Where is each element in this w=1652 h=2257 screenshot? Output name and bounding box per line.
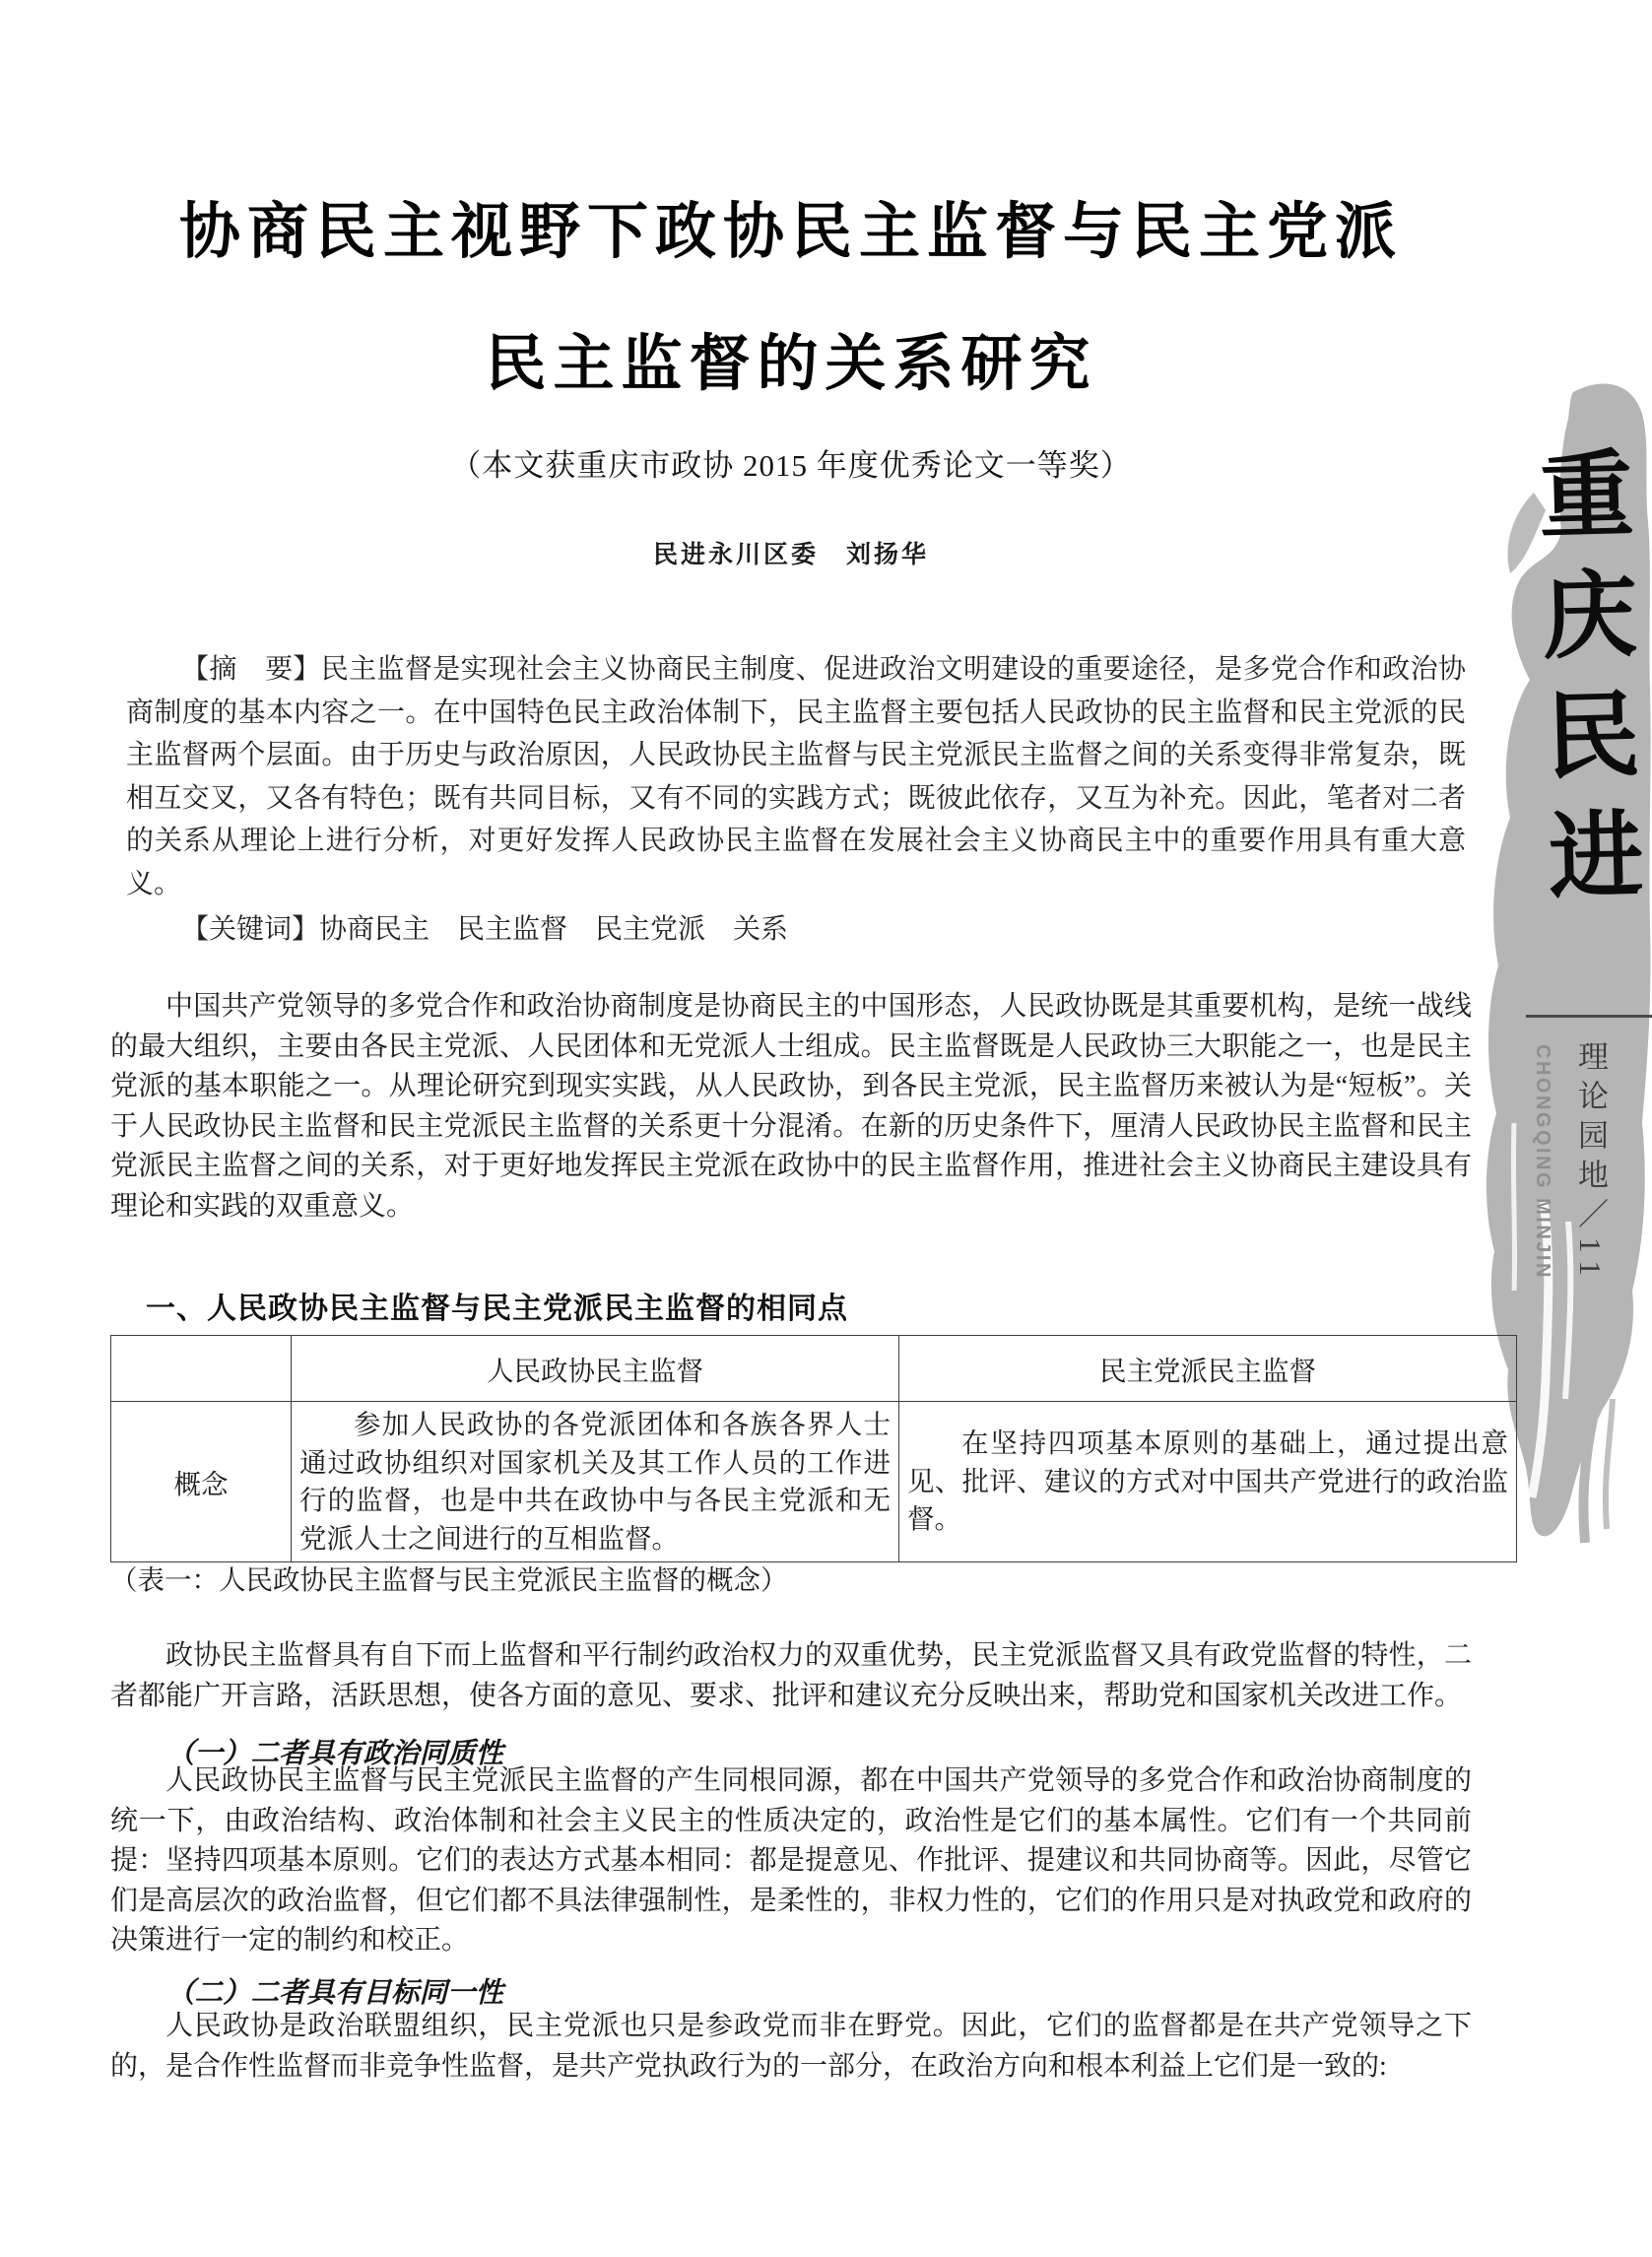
table-row-label: 概念: [111, 1402, 292, 1562]
journal-brand-english: CHONGQING MINJIN: [1532, 1044, 1553, 1280]
article-title-line1: 协商民主视野下政协民主监督与民主党派: [178, 195, 1403, 267]
table-header-cppcc: 人民政协民主监督: [292, 1336, 899, 1402]
table-header-parties: 民主党派民主监督: [899, 1336, 1517, 1402]
section-heading-1: 一、人民政协民主监督与民主党派民主监督的相同点: [146, 1293, 848, 1325]
table-caption: （表一：人民政协民主监督与民主党派民主监督的概念）: [110, 1564, 788, 1595]
body-paragraph-1: 中国共产党领导的多党合作和政治协商制度是协商民主的中国形态，人民政协既是其重要机构，是统一战线的最大组织，主要由各民主党派、人民团体和无党派人士组成。民主监督既是人民政协三大职能之一，也是民主党派的基本职能之一。从理论研究到现实实践，从人民政协，到各民主党派，民主监督历来被认为是“短板”。关于人民政协民主监督和民主党派民主监督的关系更十分混淆。在新的历史条件下，厘清人民政协民主监督和民主党派民主监督之间的关系，对于更好地发挥民主党派在政协中的民主监督作用，推进社会主义协商民主建设具有理论和实践的双重意义。: [110, 991, 1472, 1222]
body-paragraph-4: 人民政协是政治联盟组织，民主党派也只是参政党而非在野党。因此，它们的监督都是在共产党领导之下的，是合作性监督而非竞争性监督，是共产党执政行为的一部分，在政治方向和根本利益上它们是一致的:: [110, 2011, 1472, 2082]
abstract-text: 民主监督是实现社会主义协商民主制度、促进政治文明建设的重要途径，是多党合作和政治协商制度的基本内容之一。在中国特色民主政治体制下，民主监督主要包括人民政协的民主监督和民主党派的民主监督两个层面。由于历史与政治原因，人民政协民主监督与民主党派民主监督之间的关系变得非常复杂，既相互交叉，又各有特色；既有共同目标，又有不同的实践方式；既彼此依存，又互为补充。因此，笔者对二者的关系从理论上进行分析，对更好发挥人民政协民主监督在发展社会主义协商民主中的重要作用具有重大意义。: [126, 654, 1466, 899]
table-cell-parties-concept: 在坚持四项基本原则的基础上，通过提出意见、批评、建议的方式对中国共产党进行的政治监督。: [899, 1402, 1517, 1562]
sub-heading-2: （二）二者具有目标同一性: [166, 1975, 504, 2009]
award-subtitle: （本文获重庆市政协 2015 年度优秀论文一等奖）: [450, 448, 1132, 483]
comparison-table: [110, 1335, 1517, 1562]
table-row: [111, 1402, 1517, 1562]
keywords-label: 【关键词】: [181, 914, 320, 945]
sidebar-divider: [1526, 1015, 1652, 1018]
author-line: 民进永川区委 刘扬华: [652, 542, 929, 568]
page-number: 11: [1573, 1237, 1608, 1285]
table-cell-cppcc-concept: 参加人民政协的各党派团体和各族各界人士通过政协组织对国家机关及其工作人员的工作进行的监督，也是中共在政协中与各民主党派和无党派人士之间进行的互相监督。: [292, 1402, 899, 1562]
sub-heading-1: （一）二者具有政治同质性: [166, 1736, 504, 1769]
abstract-label: 【摘 要】: [181, 654, 321, 685]
keywords-paragraph: [126, 908, 1466, 952]
body-paragraph-2: 政协民主监督具有自下而上监督和平行制约政治权力的双重优势，民主党派监督又具有政党监督的特性，二者都能广开言路，活跃思想，使各方面的意见、要求、批评和建议充分反映出来，帮助党和国家机关改进工作。: [110, 1640, 1472, 1711]
article-title-line2: 民主监督的关系研究: [485, 327, 1097, 399]
section-separator: ／: [1573, 1198, 1608, 1237]
section-page-label: [1568, 1040, 1613, 1285]
section-name: 理论园地: [1573, 1040, 1608, 1198]
keywords-text: 协商民主 民主监督 民主党派 关系: [319, 914, 789, 945]
article-title: [110, 166, 1472, 430]
table-header-row: [111, 1336, 1517, 1402]
abstract-paragraph: [126, 648, 1466, 905]
abstract-block: [110, 648, 1472, 952]
journal-brand-calligraphy: 重庆民进: [1522, 443, 1647, 928]
table-corner-cell: [111, 1336, 292, 1402]
body-paragraph-3: 人民政协民主监督与民主党派民主监督的产生同根同源，都在中国共产党领导的多党合作和政治协商制度的统一下，由政治结构、政治体制和社会主义民主的性质决定的，政治性是它们的基本属性。它们有一个共同前提：坚持四项基本原则。它们的表达方式基本相同：都是提意见、作批评、提建议和共同协商等。因此，尽管它们是高层次的政治监督，但它们都不具法律强制性，是柔性的，非权力性的，它们的作用只是对执政党和政府的决策进行一定的制约和校正。: [110, 1765, 1472, 1956]
